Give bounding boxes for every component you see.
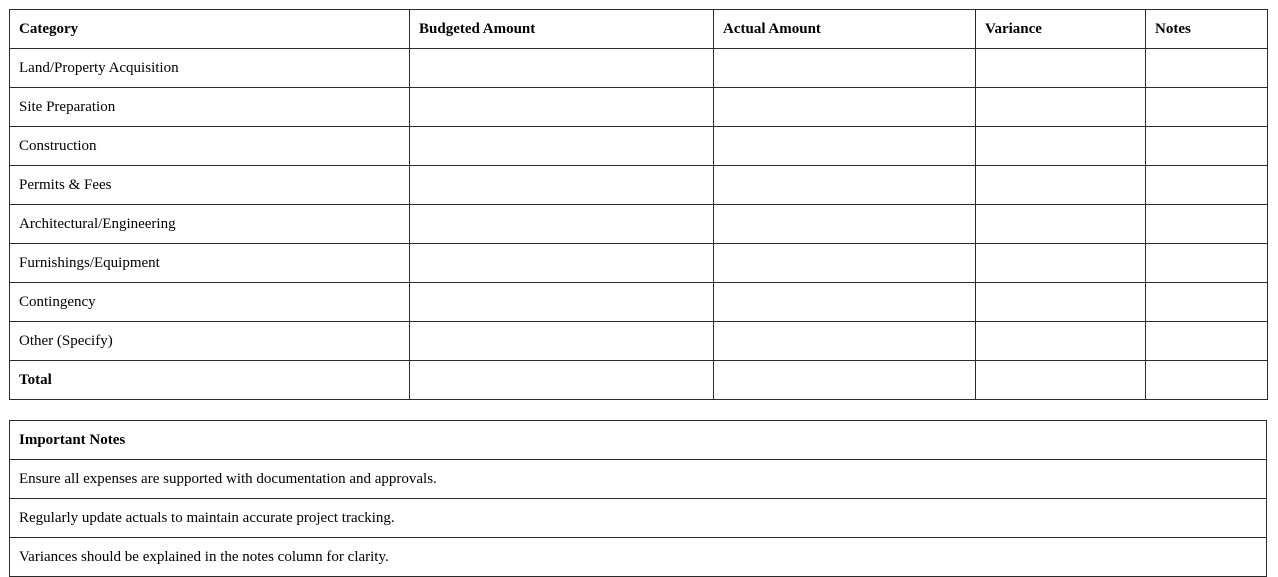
- cell-budgeted-amount-total[interactable]: [410, 361, 714, 400]
- cell-variance[interactable]: [976, 205, 1146, 244]
- cell-variance[interactable]: [976, 127, 1146, 166]
- cell-budgeted-amount[interactable]: [410, 49, 714, 88]
- column-header-actual-amount: [714, 10, 976, 49]
- cell-notes[interactable]: [1146, 166, 1268, 205]
- cell-budgeted-amount[interactable]: [410, 205, 714, 244]
- table-header-row: [10, 10, 1268, 49]
- cell-actual-amount[interactable]: [714, 127, 976, 166]
- cell-variance[interactable]: [976, 244, 1146, 283]
- cell-actual-amount[interactable]: [714, 88, 976, 127]
- table-row: [10, 283, 1268, 322]
- cell-variance[interactable]: [976, 283, 1146, 322]
- column-header-budgeted-amount-label: Budgeted Amount: [419, 21, 536, 37]
- cell-variance-total[interactable]: [976, 361, 1146, 400]
- cell-actual-amount-total[interactable]: [714, 361, 976, 400]
- column-header-notes-label: Notes: [1155, 21, 1191, 37]
- cell-variance[interactable]: [976, 166, 1146, 205]
- cell-variance[interactable]: [976, 322, 1146, 361]
- note-text: Ensure all expenses are supported with documentation and approvals.: [19, 471, 437, 487]
- cell-notes[interactable]: [1146, 49, 1268, 88]
- cell-budgeted-amount[interactable]: [410, 166, 714, 205]
- cell-budgeted-amount[interactable]: [410, 88, 714, 127]
- cell-budgeted-amount[interactable]: [410, 127, 714, 166]
- cell-category-text: Permits & Fees: [19, 177, 112, 193]
- table-spacer: [9, 400, 1267, 420]
- cell-budgeted-amount[interactable]: [410, 283, 714, 322]
- budget-table-body: [10, 49, 1268, 400]
- cell-category-text: Site Preparation: [19, 99, 116, 115]
- cell-category-text: Furnishings/Equipment: [19, 255, 160, 271]
- column-header-category: [10, 10, 410, 49]
- cell-category: [10, 205, 410, 244]
- note-text: Regularly update actuals to maintain accurate project tracking.: [19, 510, 395, 526]
- important-notes-table: [9, 420, 1267, 577]
- note-cell: [10, 538, 1267, 577]
- column-header-budgeted-amount: [410, 10, 714, 49]
- cell-category-text: Land/Property Acquisition: [19, 60, 179, 76]
- cell-category: [10, 88, 410, 127]
- cell-category: [10, 322, 410, 361]
- cell-notes[interactable]: [1146, 127, 1268, 166]
- note-cell: [10, 460, 1267, 499]
- table-row: [10, 244, 1268, 283]
- budget-breakdown-table: [9, 9, 1268, 400]
- note-text: Variances should be explained in the notes column for clarity.: [19, 549, 389, 565]
- cell-actual-amount[interactable]: [714, 322, 976, 361]
- cell-category: [10, 49, 410, 88]
- cell-notes[interactable]: [1146, 244, 1268, 283]
- cell-actual-amount[interactable]: [714, 166, 976, 205]
- cell-notes[interactable]: [1146, 283, 1268, 322]
- table-row: [10, 88, 1268, 127]
- cell-budgeted-amount[interactable]: [410, 322, 714, 361]
- table-row: [10, 127, 1268, 166]
- column-header-category-label: Category: [19, 21, 79, 37]
- notes-heading-cell: [10, 421, 1267, 460]
- cell-category-text: Other (Specify): [19, 333, 113, 349]
- cell-variance[interactable]: [976, 88, 1146, 127]
- cell-category-total-text: Total: [19, 372, 52, 388]
- note-row: [10, 538, 1267, 577]
- table-row: [10, 166, 1268, 205]
- cell-category-total: [10, 361, 410, 400]
- table-row: [10, 205, 1268, 244]
- cell-notes[interactable]: [1146, 322, 1268, 361]
- cell-actual-amount[interactable]: [714, 244, 976, 283]
- notes-heading-label: Important Notes: [19, 432, 126, 448]
- note-row: [10, 499, 1267, 538]
- cell-category-text: Contingency: [19, 294, 96, 310]
- table-row: [10, 322, 1268, 361]
- cell-category-text: Construction: [19, 138, 97, 154]
- cell-category: [10, 127, 410, 166]
- cell-notes[interactable]: [1146, 88, 1268, 127]
- table-row: [10, 49, 1268, 88]
- cell-category-text: Architectural/Engineering: [19, 216, 176, 232]
- note-cell: [10, 499, 1267, 538]
- cell-actual-amount[interactable]: [714, 49, 976, 88]
- cell-actual-amount[interactable]: [714, 205, 976, 244]
- column-header-actual-amount-label: Actual Amount: [723, 21, 821, 37]
- table-row-total: [10, 361, 1268, 400]
- cell-budgeted-amount[interactable]: [410, 244, 714, 283]
- cell-variance[interactable]: [976, 49, 1146, 88]
- column-header-variance: [976, 10, 1146, 49]
- budget-table-header: [10, 10, 1268, 49]
- note-row: [10, 460, 1267, 499]
- cell-category: [10, 283, 410, 322]
- cell-actual-amount[interactable]: [714, 283, 976, 322]
- cell-notes-total[interactable]: [1146, 361, 1268, 400]
- notes-table-body: [10, 421, 1267, 577]
- column-header-notes: [1146, 10, 1268, 49]
- cell-category: [10, 166, 410, 205]
- notes-heading-row: [10, 421, 1267, 460]
- column-header-variance-label: Variance: [985, 21, 1042, 37]
- cell-notes[interactable]: [1146, 205, 1268, 244]
- cell-category: [10, 244, 410, 283]
